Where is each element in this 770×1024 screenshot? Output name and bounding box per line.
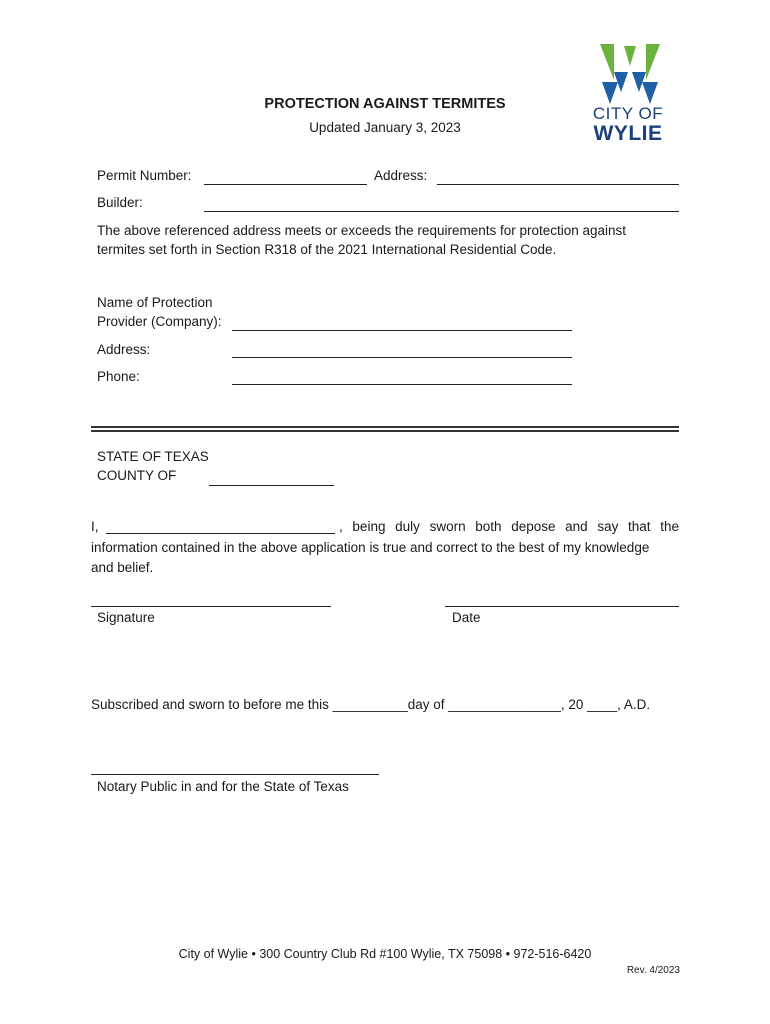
address-label: Address: (374, 168, 428, 183)
builder-label: Builder: (97, 195, 143, 210)
statement-line-2: termites set forth in Section R318 of the 2021 International Residential Code. (97, 242, 557, 257)
notary-label: Notary Public in and for the State of Texas (97, 779, 349, 794)
provider-name-label-1: Name of Protection (97, 295, 213, 310)
date-field[interactable] (445, 606, 679, 607)
county-field[interactable] (209, 485, 334, 486)
address-field[interactable] (437, 184, 679, 185)
provider-phone-field[interactable] (232, 384, 572, 385)
provider-name-field[interactable] (232, 330, 572, 331)
logo-city-of: CITY OF (592, 104, 664, 123)
affiant-name-field[interactable] (106, 533, 335, 534)
date-label: Date (452, 610, 481, 625)
logo-wylie: WYLIE (593, 122, 663, 145)
county-of-label: COUNTY OF (97, 468, 177, 483)
permit-number-label: Permit Number: (97, 168, 192, 183)
oath-line-1-suffix: , being duly sworn both depose and say that the (339, 519, 679, 534)
provider-phone-label: Phone: (97, 369, 140, 384)
provider-name-label-2: Provider (Company): (97, 314, 222, 329)
oath-line-3: and belief. (91, 560, 154, 575)
provider-address-field[interactable] (232, 357, 572, 358)
permit-number-field[interactable] (204, 184, 367, 185)
jurat-text: Subscribed and sworn to before me this __________day of _______________, 20 ____, A.D. (91, 697, 651, 712)
document-title: PROTECTION AGAINST TERMITES (264, 96, 506, 112)
oath-prefix: I, (91, 519, 99, 534)
footer-address: City of Wylie • 300 Country Club Rd #100 Wylie, TX 75098 • 972-516-6420 (178, 947, 592, 961)
updated-date: Updated January 3, 2023 (309, 120, 461, 135)
revision-label: Rev. 4/2023 (626, 965, 680, 976)
signature-field[interactable] (91, 606, 331, 607)
statement-line-1: The above referenced address meets or exceeds the requirements for protection against (97, 223, 627, 238)
oath-line-2: information contained in the above application is true and correct to the best of my knowledge (91, 540, 650, 555)
section-divider (91, 426, 679, 432)
notary-signature-field[interactable] (91, 774, 379, 775)
state-of-texas: STATE OF TEXAS (97, 449, 209, 464)
signature-label: Signature (97, 610, 155, 625)
provider-address-label: Address: (97, 342, 151, 357)
builder-field[interactable] (204, 211, 679, 212)
